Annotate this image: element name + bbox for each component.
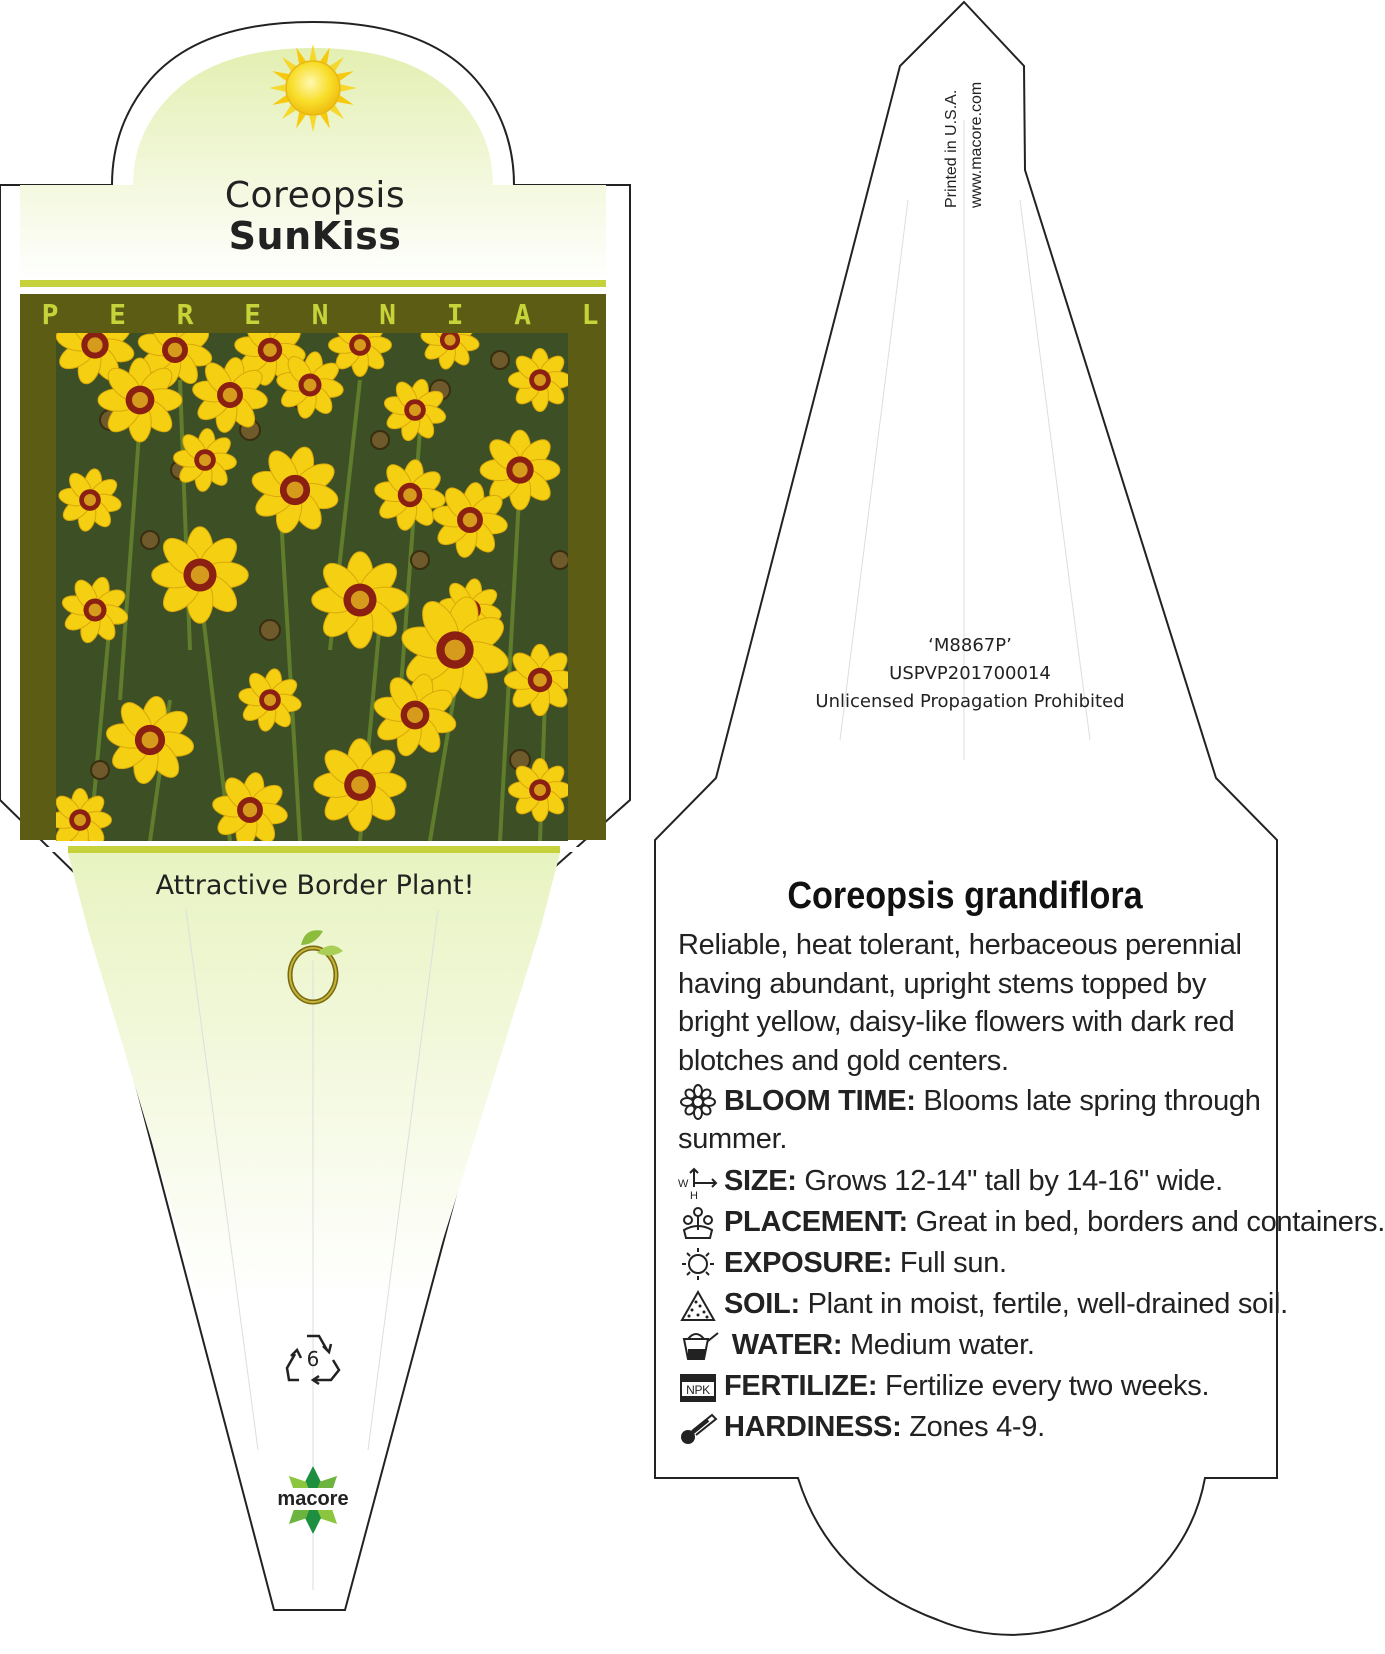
category-label bbox=[40, 298, 600, 331]
care-row-soil bbox=[678, 1288, 1288, 1322]
sun-icon bbox=[678, 1247, 720, 1281]
coreopsis-flower bbox=[314, 739, 406, 831]
care-text: Medium water. bbox=[849, 1329, 1035, 1361]
care-row-water bbox=[678, 1329, 1268, 1363]
category-letter: A bbox=[514, 298, 531, 331]
npk-label: NPK bbox=[686, 1383, 710, 1398]
category-letter: E bbox=[109, 298, 126, 331]
care-text: Blooms late spring through bbox=[923, 1085, 1261, 1117]
care-label: SIZE: bbox=[724, 1165, 797, 1197]
patent-info bbox=[740, 632, 1200, 716]
size-height-letter: H bbox=[690, 1190, 698, 1203]
care-row-hardiness bbox=[678, 1411, 1268, 1445]
care-text: Fertilize every two weeks. bbox=[885, 1370, 1210, 1402]
care-text: Zones 4-9. bbox=[909, 1411, 1045, 1443]
care-label: BLOOM TIME: bbox=[724, 1085, 916, 1117]
front-header-stripe bbox=[20, 280, 606, 287]
coreopsis-flower bbox=[509, 759, 572, 822]
category-letter: P bbox=[41, 298, 59, 331]
care-label: HARDINESS: bbox=[724, 1411, 902, 1443]
care-text: Full sun. bbox=[899, 1247, 1007, 1279]
size-icon bbox=[678, 1165, 720, 1203]
category-letter: I bbox=[446, 298, 464, 331]
category-letter: E bbox=[244, 298, 261, 331]
plant-variety-name: SunKiss bbox=[228, 214, 402, 258]
thermometer-icon bbox=[678, 1411, 720, 1445]
care-text: Grows 12-14" tall by 14-16" wide. bbox=[804, 1165, 1223, 1197]
care-row-bloom-time bbox=[678, 1085, 1268, 1119]
care-label: FERTILIZE: bbox=[724, 1370, 878, 1402]
care-text: Plant in moist, fertile, well-drained soil. bbox=[807, 1288, 1288, 1320]
care-row-size bbox=[678, 1165, 1268, 1203]
category-letter: R bbox=[176, 298, 194, 331]
care-row-fertilize bbox=[678, 1370, 1268, 1404]
npk-icon bbox=[678, 1370, 720, 1404]
care-label: EXPOSURE: bbox=[724, 1247, 893, 1279]
recycle-code: 6 bbox=[306, 1347, 320, 1371]
care-label: PLACEMENT: bbox=[724, 1206, 908, 1238]
care-text: summer. bbox=[678, 1123, 788, 1155]
category-letter: N bbox=[379, 298, 396, 331]
category-letter: N bbox=[311, 298, 329, 331]
front-lower-stripe bbox=[68, 846, 560, 853]
care-text: Great in bed, borders and containers. bbox=[915, 1206, 1385, 1238]
care-label: WATER: bbox=[731, 1329, 843, 1361]
plant-common-name: Coreopsis bbox=[224, 175, 406, 216]
coreopsis-flower bbox=[98, 358, 182, 442]
placement-icon bbox=[678, 1206, 720, 1240]
watering-can-icon bbox=[678, 1329, 720, 1363]
size-width-letter: W bbox=[678, 1178, 689, 1191]
coreopsis-flower bbox=[509, 349, 572, 412]
cultivar-code: ‘M8867P’ bbox=[928, 635, 1012, 656]
coreopsis-photo bbox=[49, 304, 576, 852]
sun-icon bbox=[269, 44, 357, 132]
soil-icon bbox=[678, 1288, 720, 1322]
patent-number: USPVP201700014 bbox=[889, 663, 1051, 684]
botanical-name: Coreopsis grandiflora bbox=[787, 875, 1143, 917]
care-row-bloom-continuation bbox=[678, 1123, 1268, 1156]
care-row-exposure bbox=[678, 1247, 1268, 1281]
coreopsis-flower bbox=[152, 527, 249, 624]
printed-in-label: Printed in U.S.A. bbox=[943, 89, 960, 208]
tagline: Attractive Border Plant! bbox=[155, 870, 475, 901]
coreopsis-flower bbox=[504, 644, 575, 715]
coreopsis-flower bbox=[312, 552, 409, 649]
care-row-placement bbox=[678, 1206, 1385, 1240]
brand-logo-text: macore bbox=[263, 1488, 363, 1510]
flower-icon bbox=[678, 1085, 720, 1119]
category-letter: L bbox=[581, 298, 599, 331]
care-label: SOIL: bbox=[724, 1288, 800, 1320]
website-label: www.macore.com bbox=[968, 81, 985, 208]
propagation-notice: Unlicensed Propagation Prohibited bbox=[815, 691, 1125, 712]
plant-description: Reliable, heat tolerant, herbaceous perennial having abundant, upright stems topped by bright yellow, daisy-like flowers with dark red blotches and gold centers. bbox=[678, 929, 1242, 1077]
